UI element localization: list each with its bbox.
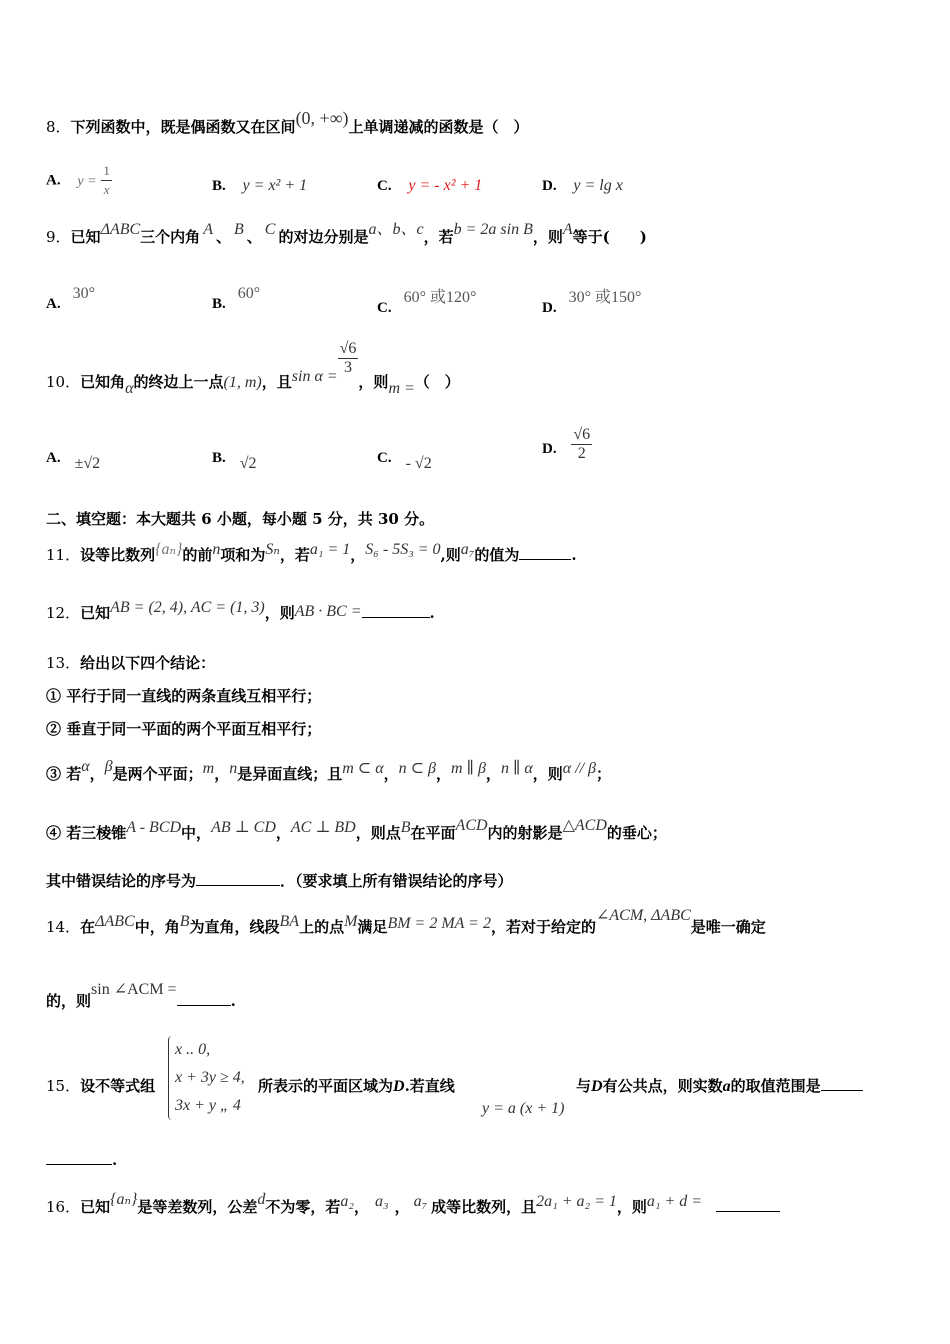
- q13-stem: 13．给出以下四个结论：: [46, 654, 216, 672]
- q13-statement-2: ② 垂直于同一平面的两个平面互相平行；: [46, 720, 322, 738]
- q14-line1: 14．在ΔABC中，角B为直角，线段BA上的点M满足BM = 2 MA = 2，若对于给定的∠ACM, ΔABC是唯一确定: [46, 907, 766, 936]
- q9-option-b: B.60°: [212, 285, 261, 312]
- q15-text-2: 与D有公共点，则实数a的取值范围是: [576, 1075, 863, 1096]
- q15-answer-blank-1[interactable]: [821, 1076, 863, 1091]
- q9-option-d: D.30° 或150°: [542, 289, 642, 316]
- q10-option-a: A. ±√2: [46, 450, 101, 472]
- q8-option-b: B. y = x² + 1: [212, 177, 308, 194]
- q16-answer-blank[interactable]: [716, 1197, 780, 1212]
- q8-option-a: A. y = $\frac{1}{x}$: [46, 163, 110, 197]
- q9-option-c: C.60° 或120°: [377, 289, 477, 316]
- q9-option-a: A.30°: [46, 285, 95, 312]
- q13-statement-3: ③ 若α，β是两个平面；m，n是异面直线；且m ⊂ α，n ⊂ β，m ∥ β，n ∥ α，则α // β；: [46, 758, 612, 783]
- q15-inequality-system: x .. 0, x + 3y ≥ 4, 3x + y „ 4: [168, 1036, 245, 1120]
- q12: 12．已知AB = (2, 4), AC = (1, 3)，则AB · BC = .: [46, 599, 435, 622]
- q10-option-c: C. - √2: [377, 450, 432, 472]
- q10-option-d: D. $\frac{√6}{2}$: [542, 426, 591, 462]
- q13-answer-blank[interactable]: [196, 871, 280, 886]
- q14-line2: 的，则sin ∠ACM =.: [46, 981, 236, 1010]
- q11-answer-blank[interactable]: [519, 545, 571, 560]
- q10-option-b: B. √2: [212, 450, 257, 472]
- q15-answer-blank-2[interactable]: [46, 1150, 112, 1165]
- q11: 11．设等比数列{aₙ}的前n项和为Sₙ，若a₁ = 1，S₆ - 5S₃ = 0,则a₇的值为 .: [46, 541, 577, 564]
- q9-stem: 9．已知ΔABC三个内角 A 、 B 、 C 的对边分别是a、b、c，若b = 2a sin B，则A等于( ): [46, 221, 647, 246]
- q12-answer-blank[interactable]: [362, 603, 430, 618]
- q8-option-c: C. y = - x² + 1: [377, 177, 483, 194]
- q13-statement-4: ④ 若三棱锥A - BCD中，AB ⊥ CD，AC ⊥ BD，则点B在平面ACD内的射影是△ACD的垂心；: [46, 817, 667, 842]
- q13-statement-1: ① 平行于同一直线的两条直线互相平行；: [46, 687, 322, 705]
- q15-text: 所表示的平面区域为D.若直线: [258, 1077, 455, 1095]
- q14-answer-blank[interactable]: [177, 991, 231, 1006]
- section-heading: 二、填空题：本大题共 6 小题，每小题 5 分，共 30 分。: [46, 510, 435, 528]
- q10-stem: 10．已知角α的终边上一点(1, m)，且sin α = $\frac{√6}{3}$ ，则m =（ ）: [46, 340, 460, 397]
- q16: 16．已知{aₙ}是等差数列，公差d不为零，若a₂， a₃ ， a₇ 成等比数列，且2a₁ + a₂ = 1，则a₁ + d =: [46, 1196, 780, 1217]
- q8-stem: 8．下列函数中，既是偶函数又在区间(0, +∞)上单调递减的函数是（ ）: [46, 108, 529, 136]
- q15-label: 15．设不等式组: [46, 1077, 156, 1095]
- q15-line-equation: y = a (x + 1): [482, 1100, 565, 1117]
- q15-line2: .: [46, 1150, 117, 1169]
- q13-tail: 其中错误结论的序号为 ．（要求填上所有错误结论的序号）: [46, 872, 513, 890]
- q8-option-d: D. y = lg x: [542, 177, 623, 194]
